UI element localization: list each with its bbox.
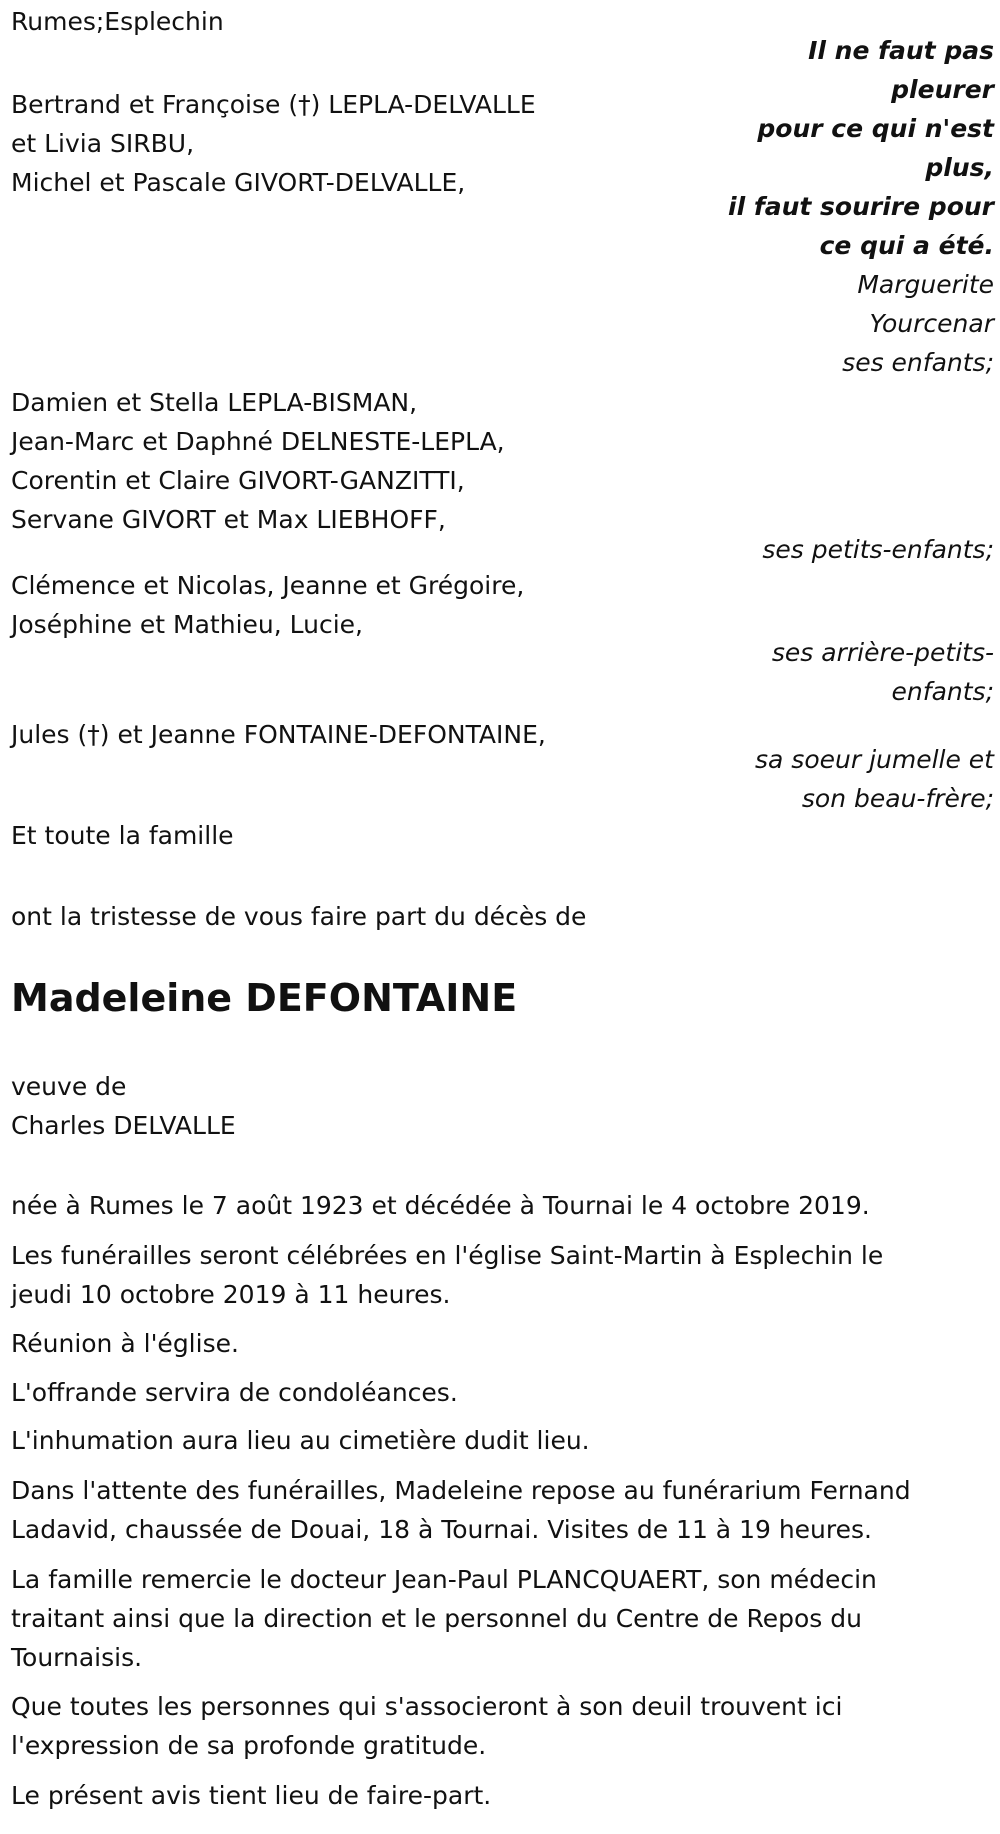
quote-author: Marguerite: [857, 270, 994, 299]
quote-block: [728, 31, 994, 382]
visitation-paragraph: [11, 1471, 986, 1549]
family-line: Et toute la famille: [11, 821, 234, 850]
paragraph-line: Ladavid, chaussée de Douai, 18 à Tournai. Visites de 11 à 19 heures.: [11, 1515, 872, 1544]
paragraph-line: née à Rumes le 7 août 1923 et décédée à Tournai le 4 octobre 2019.: [11, 1191, 870, 1220]
children-relation: ses enfants;: [842, 348, 994, 377]
gratitude-paragraph: [11, 1687, 986, 1765]
great-grandchildren-relation: [772, 633, 994, 711]
paragraph-line: Tournaisis.: [11, 1643, 143, 1672]
children-block: [11, 85, 536, 202]
widow-line: veuve de: [11, 1072, 127, 1101]
funeral-paragraph: [11, 1236, 986, 1314]
family-line: Bertrand et Françoise (†) LEPLA-DELVALLE: [11, 90, 536, 119]
paragraph-line: La famille remercie le docteur Jean-Paul PLANCQUAERT, son médecin: [11, 1565, 877, 1594]
great-grandchildren-block: [11, 566, 524, 644]
quote-line: plus,: [925, 153, 994, 182]
relation-label: son beau-frère;: [801, 784, 994, 813]
quote-line: Il ne faut pas: [808, 36, 994, 65]
quote-line: il faut sourire pour: [728, 192, 994, 221]
relation-label: ses petits-enfants;: [762, 535, 994, 564]
quote-line: ce qui a été.: [819, 231, 994, 260]
relation-label: sa soeur jumelle et: [755, 745, 994, 774]
burial-paragraph: [11, 1421, 986, 1460]
paragraph-line: Le présent avis tient lieu de faire-part.: [11, 1781, 492, 1810]
family-line: Corentin et Claire GIVORT-GANZITTI,: [11, 466, 465, 495]
paragraph-line: Que toutes les personnes qui s'associeront à son deuil trouvent ici: [11, 1692, 843, 1721]
widow-line: Charles DELVALLE: [11, 1111, 236, 1140]
paragraph-line: l'expression de sa profonde gratitude.: [11, 1731, 487, 1760]
family-line: Clémence et Nicolas, Jeanne et Grégoire,: [11, 571, 525, 600]
paragraph-line: jeudi 10 octobre 2019 à 11 heures.: [11, 1280, 451, 1309]
widow-block: [11, 1067, 236, 1145]
thanks-paragraph: [11, 1560, 986, 1677]
quote-author: Yourcenar: [869, 309, 994, 338]
location-header: Rumes;Esplechin: [11, 7, 224, 36]
family-line: Jean-Marc et Daphné DELNESTE-LEPLA,: [11, 427, 505, 456]
paragraph-line: L'inhumation aura lieu au cimetière dudit lieu.: [11, 1426, 590, 1455]
quote-line: pleurer: [891, 75, 994, 104]
paragraph-line: L'offrande servira de condoléances.: [11, 1378, 458, 1407]
family-line: Servane GIVORT et Max LIEBHOFF,: [11, 505, 446, 534]
grandchildren-block: [11, 383, 505, 539]
paragraph-line: Dans l'attente des funérailles, Madeleine repose au funérarium Fernand: [11, 1476, 911, 1505]
quote-line: pour ce qui n'est: [757, 114, 994, 143]
birth-death-paragraph: [11, 1186, 986, 1225]
paragraph-line: traitant ainsi que la direction et le personnel du Centre de Repos du: [11, 1604, 862, 1633]
paragraph-line: Les funérailles seront célébrées en l'église Saint-Martin à Esplechin le: [11, 1241, 884, 1270]
notice-paragraph: [11, 1776, 986, 1815]
relation-label: enfants;: [891, 677, 994, 706]
family-line: Damien et Stella LEPLA-BISMAN,: [11, 388, 418, 417]
relation-label: ses arrière-petits-: [771, 638, 994, 667]
sister-line: Jules (†) et Jeanne FONTAINE-DEFONTAINE,: [11, 720, 546, 749]
paragraph-line: Réunion à l'église.: [11, 1329, 239, 1358]
family-line: Michel et Pascale GIVORT-DELVALLE,: [11, 168, 466, 197]
family-line: Joséphine et Mathieu, Lucie,: [11, 610, 363, 639]
family-line: et Livia SIRBU,: [11, 129, 195, 158]
deceased-name: Madeleine DEFONTAINE: [11, 976, 518, 1020]
offering-paragraph: [11, 1373, 986, 1412]
grandchildren-relation: [762, 530, 994, 569]
announcement: ont la tristesse de vous faire part du décès de: [11, 902, 587, 931]
reunion-paragraph: [11, 1324, 986, 1363]
sister-relation: [755, 740, 994, 818]
